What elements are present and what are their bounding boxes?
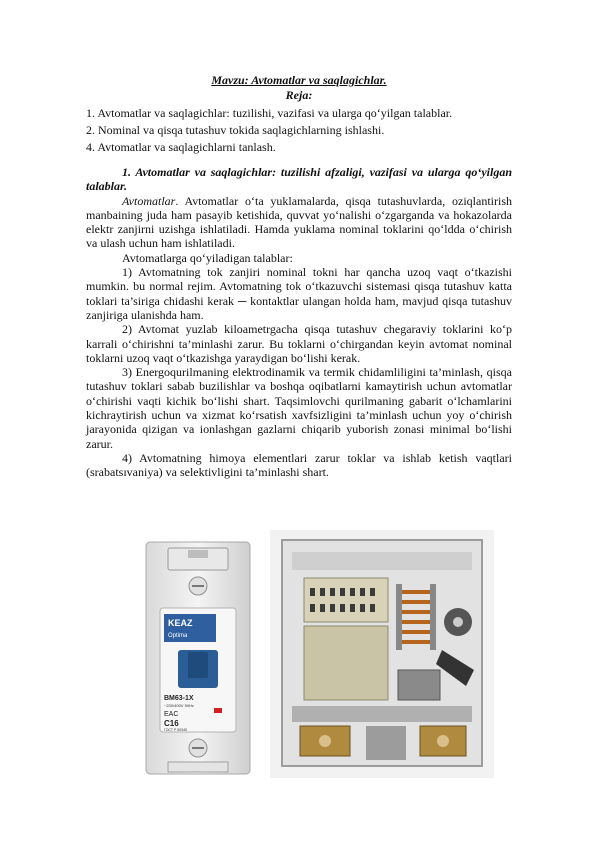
requirement-item: 4) Avtomatning himoya elementlari zarur toklar va ishlab ketish vaqtlari (srabatsıvaniya) va selektivligini ta’minlashi shart.: [86, 450, 512, 480]
circuit-breaker-image: [138, 540, 258, 776]
outline-item: 4. Avtomatlar va saqlagichlarni tanlash.: [86, 140, 276, 154]
intro-term: Avtomatlar: [122, 193, 176, 208]
breaker-cutaway-image: [270, 530, 494, 778]
requirement-item: 3) Energoqurilmaning elektrodinamik va termik chidamliligini ta’minlash, qisqa tutashuv toklari sabab buzilishlar va boshqa oqibatlarni kamaytirish uchun avtomatlar o‘chirishi vaqti kichik bo‘lishi shart. Taqsimlovchi qurilmaning gabarit o‘lchamlarini kichraytirish uchun va xizmat ko‘rsatish xavfsizligini ta’minlash uchun yoy o‘chirish jarayonida qizigan va ionlashgan gazlarni chiqarib yuborish zonasi minimal bo‘lishi zarur.: [86, 365, 512, 451]
breaker-voltage: ~230/400V 50Hz: [164, 703, 194, 708]
intro-text: . Avtomatlar o‘ta yuklamalarda, qisqa tutashuvlarda, oziqlantirish manbaining juda ham pasayib ketishida, quvvat yo‘nalishi o‘zgarganda va hokazolarda elektr zanjirni uzishga ishlatiladi. Hamda yuklama nominal toklarini qo‘ldda o‘chirish va ulash uchun ham ishlatiladi.: [86, 193, 512, 251]
outline-heading: Reja:: [285, 88, 313, 102]
brand-logo: KEAZ: [168, 618, 193, 628]
intro-paragraph: [86, 194, 512, 251]
outline-list: [86, 105, 512, 156]
eac-mark: EAC: [164, 711, 179, 718]
breaker-rating: C16: [164, 719, 179, 728]
outline-item: 1. Avtomatlar va saqlagichlar: tuzilishi, vazifasi va ularga qo‘yilgan talablar.: [86, 106, 453, 120]
requirements-intro: Avtomatlarga qo‘yiladigan talablar:: [122, 250, 293, 265]
svg-text:Optima: Optima: [168, 633, 188, 639]
requirement-item: 1) Avtomatning tok zanjiri nominal tokni har qancha uzoq vaqt o‘tkazishi mumkin. bu normal rejim. Avtomatning tok o‘tkazuvchi sistemasi qisqa tutashuv katta toklari ta’siriga chidashi kerak ─ kontaktlar ulangan holda ham, mavjud qisqa tutashuv zanjiriga ulanishda ham.: [86, 265, 512, 322]
breaker-model: BM63-1X: [164, 695, 194, 702]
breaker-figure: [138, 530, 494, 778]
requirement-item: 2) Avtomat yuzlab kiloametrgacha qisqa tutashuv chegaraviy toklarini ko‘p karrali o‘chirishni ta’minlashi zarur. Bu toklarni o‘chirgandan keyin avtomat nominal toklarni uzoq vaqt o‘tkazishga yaraydigan bo‘lishi kerak.: [86, 322, 512, 365]
section-heading: 1. Avtomatlar va saqlagichlar: tuzilishi afzaligi, vazifasi va ularga qo‘yilgan talablar.: [86, 165, 512, 194]
page-title: Mavzu: Avtomatlar va saqlagichlar.: [211, 73, 387, 87]
outline-item: 2. Nominal va qisqa tutashuv tokida saqlagichlarning ishlashi.: [86, 123, 385, 137]
document-body: [86, 165, 512, 480]
breaker-standard: ГОСТ Р 50345: [164, 728, 187, 732]
